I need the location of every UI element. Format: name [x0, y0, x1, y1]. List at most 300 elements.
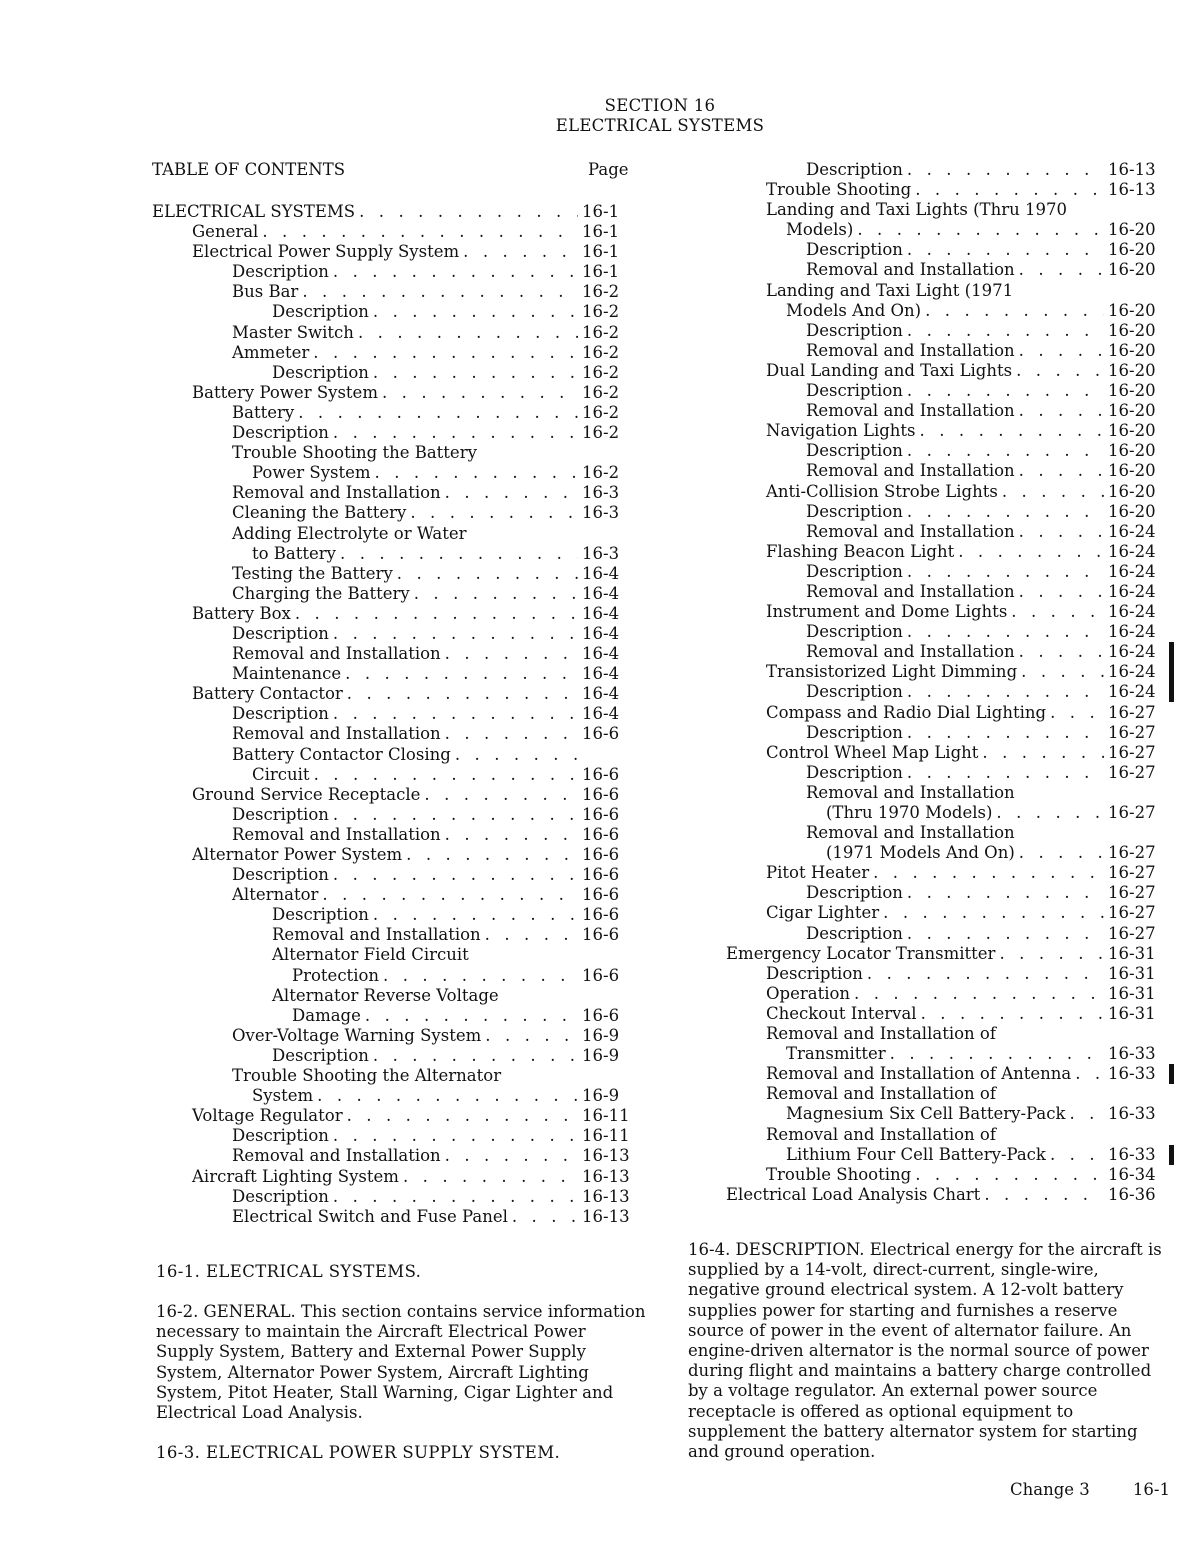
toc-entry-title: Battery Contactor Closing: [232, 744, 451, 764]
toc-leader-dots: [984, 1185, 1104, 1205]
toc-entry: [152, 624, 632, 644]
toc-entry-page: 16-4: [582, 623, 620, 643]
toc-entry: [726, 341, 1160, 361]
toc-entry-page: 16-20: [1108, 260, 1156, 280]
toc-leader-dots: [347, 684, 578, 704]
toc-entry: [152, 423, 632, 443]
toc-heading-row: [152, 160, 632, 180]
toc-leader-dots: [907, 160, 1104, 180]
toc-entry-page: 16-24: [1108, 622, 1156, 642]
toc-entry-title: Removal and Installation: [806, 642, 1015, 662]
toc-entry: [726, 200, 1160, 220]
toc-entry-page: 16-20: [1108, 320, 1156, 340]
toc-entry-title: Removal and Installation: [232, 724, 441, 744]
toc-entry: [726, 823, 1160, 843]
toc-entry: [152, 986, 632, 1006]
toc-leader-dots: [445, 644, 578, 664]
toc-entry-page: 16-24: [1108, 602, 1156, 622]
toc-entry-page: 16-3: [582, 543, 620, 563]
toc-entry: [152, 905, 632, 925]
toc-right-column: [726, 160, 1160, 1205]
toc-entry-title: Master Switch: [232, 322, 354, 342]
toc-entry-title: Control Wheel Map Light: [766, 742, 979, 762]
toc-entry-page: 16-24: [1108, 662, 1156, 682]
toc-leader-dots: [1002, 482, 1104, 502]
toc-entry-page: 16-6: [582, 925, 620, 945]
toc-entry-page: 16-13: [582, 1186, 630, 1206]
toc-entry: [726, 703, 1160, 723]
toc-entry: [726, 1145, 1160, 1165]
toc-entry-page: 16-20: [1108, 481, 1156, 501]
toc-entry-page: 16-20: [1108, 441, 1156, 461]
toc-entry-title: Alternator: [232, 885, 319, 905]
toc-entry: [726, 1064, 1160, 1084]
toc-entry-title: Description: [806, 240, 903, 260]
toc-leader-dots: [907, 682, 1104, 702]
toc-leader-dots: [1050, 1145, 1104, 1165]
toc-entry: [152, 544, 632, 564]
toc-entry: [726, 1004, 1160, 1024]
toc-leader-dots: [345, 664, 578, 684]
toc-entry-title: Description: [806, 883, 903, 903]
toc-entry: [152, 1006, 632, 1026]
toc-entry-title: Removal and Installation: [232, 644, 441, 664]
toc-entry-page: 16-2: [582, 362, 620, 382]
toc-entry: [152, 302, 632, 322]
toc-leader-dots: [314, 765, 578, 785]
toc-entry-title: Ammeter: [232, 342, 310, 362]
toc-entry: [726, 763, 1160, 783]
toc-entry-title: Flashing Beacon Light: [766, 541, 955, 561]
toc-entry-page: 16-2: [582, 322, 620, 342]
toc-entry-title: Description: [806, 923, 903, 943]
toc-entry-title: Trouble Shooting the Alternator: [232, 1066, 502, 1086]
toc-entry: [726, 883, 1160, 903]
toc-entry-title: Over-Voltage Warning System: [232, 1025, 482, 1045]
toc-entry-page: 16-36: [1108, 1184, 1156, 1204]
toc-entry-title: Description: [232, 804, 329, 824]
toc-leader-dots: [925, 301, 1104, 321]
toc-entry-page: 16-6: [582, 804, 620, 824]
toc-entry-page: 16-24: [1108, 541, 1156, 561]
toc-entry: [152, 805, 632, 825]
toc-entry-title: Description: [232, 1186, 329, 1206]
toc-leader-dots: [365, 1006, 578, 1026]
toc-entry-title: Description: [232, 623, 329, 643]
toc-entry-title: ELECTRICAL SYSTEMS: [152, 202, 356, 221]
toc-entry: [726, 863, 1160, 883]
toc-leader-dots: [383, 966, 578, 986]
toc-entry: [726, 843, 1160, 863]
toc-entry-title: Removal and Installation: [806, 521, 1015, 541]
toc-entry-title: Electrical Switch and Fuse Panel: [232, 1206, 508, 1226]
toc-entry-page: 16-34: [1108, 1164, 1156, 1184]
toc-entry-page: 16-9: [582, 1025, 620, 1045]
toc-entry: [726, 1044, 1160, 1064]
toc-entry-page: 16-27: [1108, 863, 1156, 883]
toc-entry-page: 16-20: [1108, 340, 1156, 360]
toc-entry: [726, 1125, 1160, 1145]
toc-entry: [726, 220, 1160, 240]
toc-leader-dots: [333, 423, 578, 443]
toc-leader-dots: [333, 262, 578, 282]
toc-entry: [152, 966, 632, 986]
toc-entry-page: 16-33: [1108, 1044, 1156, 1064]
page-footer: [1010, 1480, 1170, 1499]
toc-entry-title: to Battery: [252, 543, 337, 563]
toc-entry-title: Description: [806, 160, 903, 179]
toc-entry-title: Description: [232, 262, 329, 282]
toc-entry-title: (Thru 1970 Models): [826, 803, 993, 822]
paragraph-16-2: 16-2. GENERAL. This section contains service information necessary to maintain the Aircraft Electrical Power Supply System, Battery and External Power Supply System, Alternator Power System, Aircraft Lighting System, Pitot Heater, Stall Warning, Cigar Lighter and Electrical Load Analysis.: [156, 1302, 646, 1423]
toc-entry: [152, 363, 632, 383]
toc-entry-title: Removal and Installation: [806, 581, 1015, 601]
toc-entry: [152, 503, 632, 523]
toc-entry: [152, 443, 632, 463]
toc-entry-title: Removal and Installation: [806, 823, 1015, 843]
toc-leader-dots: [907, 240, 1104, 260]
toc-entry-page: 16-6: [582, 965, 620, 985]
toc-entry-page: 16-27: [1108, 883, 1156, 903]
toc-entry-title: Trouble Shooting: [766, 180, 912, 200]
toc-entry-title: Magnesium Six Cell Battery-Pack: [786, 1104, 1066, 1124]
toc-entry-title: Description: [232, 704, 329, 724]
toc-entry: [726, 260, 1160, 280]
toc-entry-page: 16-31: [1108, 983, 1156, 1003]
toc-leader-dots: [333, 1187, 578, 1207]
toc-leader-dots: [920, 421, 1104, 441]
toc-entry: [726, 522, 1160, 542]
toc-entry-title: Adding Electrolyte or Water: [232, 523, 467, 543]
toc-entry: [726, 582, 1160, 602]
toc-entry-title: Models): [786, 220, 854, 240]
toc-entry: [726, 361, 1160, 381]
toc-entry: [726, 682, 1160, 702]
toc-entry-page: 16-6: [582, 724, 620, 744]
toc-leader-dots: [340, 544, 578, 564]
toc-leader-dots: [915, 1165, 1104, 1185]
toc-entry-title: Electrical Load Analysis Chart: [726, 1184, 981, 1204]
toc-entry-title: Removal and Installation: [232, 1146, 441, 1166]
toc-entry: [726, 602, 1160, 622]
toc-entry-page: 16-6: [582, 905, 620, 925]
toc-entry-title: Removal and Installation: [806, 461, 1015, 481]
toc-leader-dots: [512, 1207, 578, 1227]
toc-entry-title: Cigar Lighter: [766, 903, 880, 923]
page-number: 16-1: [1132, 1480, 1170, 1499]
toc-entry: [152, 765, 632, 785]
toc-leader-dots: [373, 1046, 578, 1066]
toc-entry-title: Trouble Shooting the Battery: [232, 443, 477, 463]
heading-16-3: 16-3. ELECTRICAL POWER SUPPLY SYSTEM.: [156, 1443, 561, 1462]
toc-entry-page: 16-31: [1108, 943, 1156, 963]
toc-leader-dots: [907, 381, 1104, 401]
toc-entry-title: Description: [272, 905, 369, 925]
toc-leader-dots: [1019, 522, 1104, 542]
toc-entry: [726, 1084, 1160, 1104]
toc-leader-dots: [1019, 461, 1104, 481]
toc-entry-title: Description: [806, 561, 903, 581]
toc-entry: [152, 483, 632, 503]
toc-entry-title: Alternator Power System: [192, 845, 403, 864]
toc-entry: [152, 1167, 632, 1187]
toc-entry-page: 16-27: [1108, 843, 1156, 863]
toc-entry-title: Removal and Installation of: [766, 1084, 996, 1104]
toc-leader-dots: [867, 964, 1104, 984]
toc-entry-page: 16-4: [582, 563, 620, 583]
toc-entry-page: 16-2: [582, 463, 620, 483]
toc-entry: [726, 441, 1160, 461]
toc-entry: [726, 562, 1160, 582]
toc-entry: [152, 262, 632, 282]
toc-entry-title: Description: [272, 302, 369, 322]
toc-entry-page: 16-6: [582, 865, 620, 885]
toc-entry: [726, 903, 1160, 923]
toc-leader-dots: [333, 805, 578, 825]
toc-entry-title: Protection: [292, 965, 380, 985]
heading-16-1: 16-1. ELECTRICAL SYSTEMS.: [156, 1262, 422, 1281]
toc-leader-dots: [915, 180, 1104, 200]
toc-leader-dots: [907, 441, 1104, 461]
toc-entry-page: 16-1: [582, 262, 620, 282]
toc-leader-dots: [373, 363, 578, 383]
toc-leader-dots: [1050, 703, 1104, 723]
toc-entry: [726, 321, 1160, 341]
toc-entry-page: 16-2: [582, 342, 620, 362]
toc-leader-dots: [302, 282, 578, 302]
toc-entry-page: 16-20: [1108, 421, 1156, 441]
toc-entry: [152, 1086, 632, 1106]
toc-entry: [152, 825, 632, 845]
toc-leader-dots: [373, 905, 578, 925]
toc-entry-page: 16-24: [1108, 521, 1156, 541]
toc-entry: [152, 222, 632, 242]
change-bar: [1169, 1064, 1174, 1084]
toc-entry-page: 16-11: [582, 1126, 630, 1146]
toc-entry: [152, 463, 632, 483]
toc-entry: [726, 1185, 1160, 1205]
toc-entry-page: 16-24: [1108, 581, 1156, 601]
toc-entry: [726, 1165, 1160, 1185]
toc-entry: [726, 381, 1160, 401]
toc-leader-dots: [424, 785, 578, 805]
toc-entry-title: Lithium Four Cell Battery-Pack: [786, 1144, 1046, 1164]
toc-leader-dots: [907, 723, 1104, 743]
toc-leader-dots: [375, 463, 578, 483]
toc-entry: [152, 242, 632, 262]
toc-entry-title: Description: [806, 682, 903, 702]
toc-entry-title: Description: [806, 722, 903, 742]
toc-entry-page: 16-20: [1108, 360, 1156, 380]
toc-entry-title: Anti-Collision Strobe Lights: [766, 481, 998, 501]
toc-entry-title: General: [192, 222, 259, 242]
toc-entry: [152, 785, 632, 805]
toc-leader-dots: [298, 403, 578, 423]
toc-leader-dots: [1019, 341, 1104, 361]
toc-entry-page: 16-13: [582, 1166, 630, 1186]
toc-leader-dots: [1019, 401, 1104, 421]
toc-entry-title: Battery: [232, 402, 295, 422]
toc-leader-dots: [295, 604, 578, 624]
toc-leader-dots: [455, 745, 578, 765]
toc-entry-title: Removal and Installation of: [766, 1124, 996, 1144]
toc-leader-dots: [1019, 582, 1104, 602]
toc-entry-page: 16-13: [1108, 160, 1156, 179]
toc-entry-page: 16-4: [582, 644, 620, 664]
section-title: ELECTRICAL SYSTEMS: [555, 116, 765, 135]
toc-entry: [152, 383, 632, 403]
toc-entry-title: Description: [232, 423, 329, 443]
toc-entry: [726, 301, 1160, 321]
toc-left-list: [152, 202, 632, 1227]
toc-entry: [726, 482, 1160, 502]
toc-entry-page: 16-27: [1108, 923, 1156, 943]
toc-leader-dots: [403, 1167, 578, 1187]
toc-entry-page: 16-1: [582, 242, 620, 262]
toc-entry-page: 16-9: [582, 1045, 620, 1065]
toc-entry-page: 16-20: [1108, 240, 1156, 260]
toc-entry-title: Models And On): [786, 300, 922, 320]
toc-leader-dots: [347, 1106, 578, 1126]
toc-leader-dots: [907, 622, 1104, 642]
toc-entry: [726, 964, 1160, 984]
change-bar: [1169, 1145, 1174, 1165]
toc-leader-dots: [958, 542, 1104, 562]
toc-leader-dots: [1021, 662, 1104, 682]
toc-entry-page: 16-1: [582, 202, 620, 221]
toc-leader-dots: [445, 724, 578, 744]
toc-entry-title: Bus Bar: [232, 282, 299, 302]
toc-entry-title: Removal and Installation: [806, 401, 1015, 421]
toc-entry-title: System: [252, 1086, 314, 1106]
toc-entry-page: 16-4: [582, 664, 620, 684]
toc-entry-page: 16-20: [1108, 381, 1156, 401]
toc-entry-title: Landing and Taxi Lights (Thru 1970: [766, 200, 1067, 220]
toc-entry: [726, 542, 1160, 562]
toc-entry: [726, 160, 1160, 180]
toc-entry: [726, 502, 1160, 522]
toc-leader-dots: [1069, 1104, 1104, 1124]
toc-leader-dots: [907, 502, 1104, 522]
toc-leader-dots: [262, 222, 578, 242]
toc-entry-page: 16-27: [1108, 762, 1156, 782]
toc-leader-dots: [414, 584, 578, 604]
toc-page-label: Page: [588, 160, 629, 179]
toc-entry: [152, 865, 632, 885]
toc-entry: [152, 885, 632, 905]
toc-leader-dots: [485, 1026, 578, 1046]
toc-leader-dots: [907, 763, 1104, 783]
toc-entry-page: 16-27: [1108, 742, 1156, 762]
toc-entry-page: 16-2: [582, 423, 620, 443]
toc-entry: [726, 421, 1160, 441]
toc-entry-page: 16-13: [582, 1206, 630, 1226]
toc-entry-title: Transmitter: [786, 1044, 886, 1064]
toc-entry: [726, 924, 1160, 944]
toc-entry: [152, 564, 632, 584]
toc-entry-title: Charging the Battery: [232, 583, 410, 603]
toc-entry-page: 16-24: [1108, 682, 1156, 702]
toc-entry-title: Voltage Regulator: [192, 1106, 343, 1126]
toc-entry-page: 16-33: [1108, 1104, 1156, 1124]
toc-entry-title: Compass and Radio Dial Lighting: [766, 702, 1047, 722]
toc-entry-title: Aircraft Lighting System: [192, 1166, 399, 1186]
toc-entry-page: 16-27: [1108, 702, 1156, 722]
toc-entry: [726, 461, 1160, 481]
toc-entry: [726, 401, 1160, 421]
toc-entry-title: Description: [806, 381, 903, 401]
toc-entry: [152, 202, 632, 222]
toc-entry: [152, 1146, 632, 1166]
toc-leader-dots: [1075, 1064, 1104, 1084]
toc-entry: [152, 745, 632, 765]
toc-entry-title: Alternator Field Circuit: [272, 945, 469, 965]
toc-entry: [726, 803, 1160, 823]
toc-entry-title: Description: [806, 320, 903, 340]
toc-entry-page: 16-20: [1108, 461, 1156, 481]
toc-entry-title: Description: [232, 865, 329, 885]
toc-entry-title: Pitot Heater: [766, 863, 870, 883]
toc-entry-title: Ground Service Receptacle: [192, 784, 421, 804]
toc-entry-page: 16-2: [582, 402, 620, 422]
toc-entry-page: 16-3: [582, 483, 620, 503]
toc-entry: [726, 622, 1160, 642]
toc-entry-title: Removal and Installation of Antenna: [766, 1064, 1072, 1084]
toc-entry-title: Operation: [766, 983, 851, 1003]
toc-entry: [726, 743, 1160, 763]
toc-entry-page: 16-6: [582, 885, 620, 905]
toc-entry: [726, 723, 1160, 743]
toc-leader-dots: [445, 1146, 578, 1166]
toc-entry: [152, 724, 632, 744]
toc-leader-dots: [463, 242, 578, 262]
toc-leader-dots: [333, 624, 578, 644]
toc-leader-dots: [1019, 260, 1104, 280]
toc-entry-page: 16-24: [1108, 642, 1156, 662]
toc-entry: [726, 180, 1160, 200]
change-label: Change 3: [1010, 1480, 1090, 1499]
toc-entry-page: 16-6: [582, 845, 620, 864]
toc-entry-title: (1971 Models And On): [826, 843, 1015, 863]
toc-entry-page: 16-6: [582, 764, 620, 784]
toc-entry-page: 16-20: [1108, 300, 1156, 320]
toc-entry: [152, 664, 632, 684]
toc-entry-page: 16-4: [582, 603, 620, 623]
toc-entry: [152, 1066, 632, 1086]
toc-entry: [152, 1046, 632, 1066]
toc-entry-title: Dual Landing and Taxi Lights: [766, 360, 1013, 380]
toc-leader-dots: [373, 302, 578, 322]
toc-entry: [152, 604, 632, 624]
toc-leader-dots: [873, 863, 1104, 883]
change-bar: [1169, 642, 1174, 702]
toc-entry: [726, 281, 1160, 301]
toc-entry-title: Removal and Installation of: [766, 1024, 996, 1044]
toc-entry: [152, 1126, 632, 1146]
toc-entry-title: Description: [806, 622, 903, 642]
toc-entry: [152, 1026, 632, 1046]
toc-entry-title: Trouble Shooting: [766, 1164, 912, 1184]
toc-entry-title: Removal and Installation: [232, 483, 441, 503]
toc-entry-title: Removal and Installation: [806, 260, 1015, 280]
toc-entry: [152, 644, 632, 664]
toc-entry-title: Circuit: [252, 764, 310, 784]
toc-leader-dots: [907, 924, 1104, 944]
toc-entry: [726, 642, 1160, 662]
toc-entry-page: 16-2: [582, 302, 620, 322]
toc-entry-title: Description: [272, 1045, 369, 1065]
toc-entry-title: Description: [806, 441, 903, 461]
